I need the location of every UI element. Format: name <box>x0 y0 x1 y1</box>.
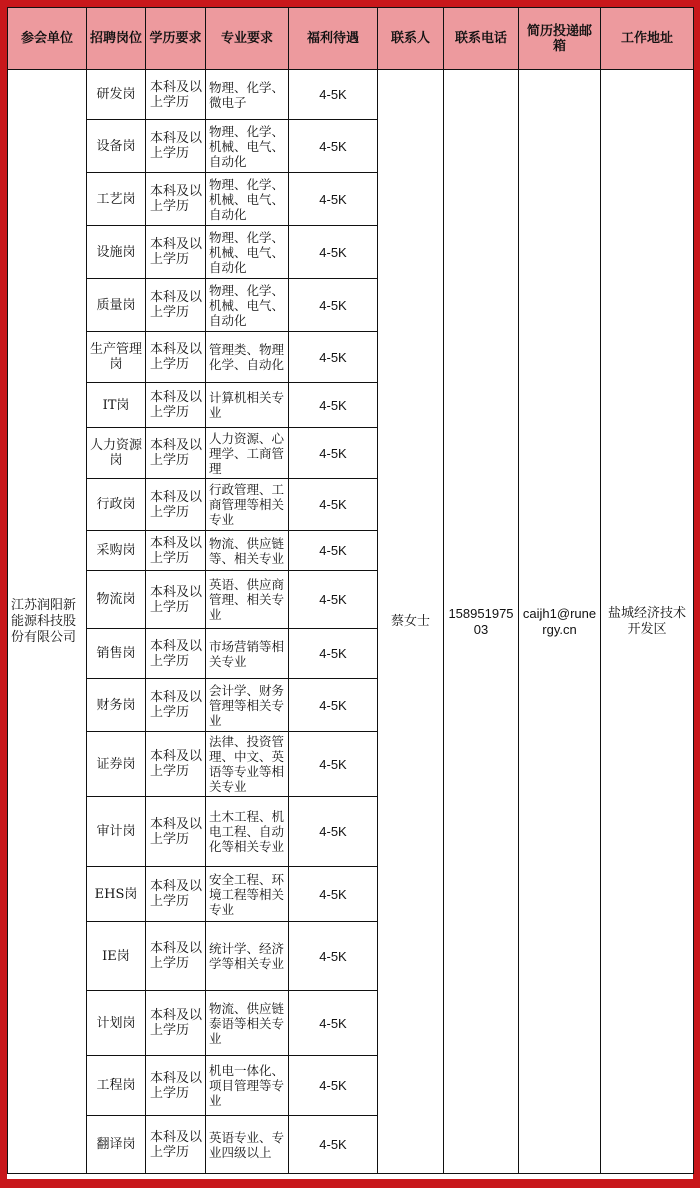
education-cell: 本科及以上学历 <box>146 679 206 732</box>
salary-cell: 4-5K <box>289 383 378 428</box>
salary-cell: 4-5K <box>289 867 378 922</box>
header-address: 工作地址 <box>601 8 694 70</box>
contact-phone: 15895197503 <box>444 70 519 1174</box>
education-cell: 本科及以上学历 <box>146 732 206 797</box>
education-cell: 本科及以上学历 <box>146 428 206 479</box>
major-cell: 物理、化学、微电子 <box>206 70 289 120</box>
education-cell: 本科及以上学历 <box>146 279 206 332</box>
education-cell: 本科及以上学历 <box>146 571 206 629</box>
position-cell: IT岗 <box>87 383 146 428</box>
position-cell: 研发岗 <box>87 70 146 120</box>
table-body <box>8 70 694 1174</box>
position-cell: 行政岗 <box>87 479 146 531</box>
position-cell: 审计岗 <box>87 797 146 867</box>
salary-cell: 4-5K <box>289 173 378 226</box>
resume-email: caijh1@runergy.cn <box>519 70 601 1174</box>
recruitment-table <box>7 7 694 1174</box>
major-cell: 安全工程、环境工程等相关专业 <box>206 867 289 922</box>
salary-cell: 4-5K <box>289 479 378 531</box>
education-cell: 本科及以上学历 <box>146 922 206 991</box>
position-cell: EHS岗 <box>87 867 146 922</box>
major-cell: 统计学、经济学等相关专业 <box>206 922 289 991</box>
salary-cell: 4-5K <box>289 428 378 479</box>
education-cell: 本科及以上学历 <box>146 479 206 531</box>
position-cell: 证券岗 <box>87 732 146 797</box>
position-cell: 翻译岗 <box>87 1116 146 1174</box>
salary-cell: 4-5K <box>289 679 378 732</box>
header-company: 参会单位 <box>8 8 87 70</box>
salary-cell: 4-5K <box>289 922 378 991</box>
major-cell: 土木工程、机电工程、自动化等相关专业 <box>206 797 289 867</box>
position-cell: 物流岗 <box>87 571 146 629</box>
header-major: 专业要求 <box>206 8 289 70</box>
major-cell: 物流、供应链等、相关专业 <box>206 531 289 571</box>
company-name: 江苏润阳新能源科技股份有限公司 <box>8 70 87 1174</box>
header-email: 简历投递邮箱 <box>519 8 601 70</box>
education-cell: 本科及以上学历 <box>146 531 206 571</box>
header-row <box>8 8 694 70</box>
salary-cell: 4-5K <box>289 226 378 279</box>
education-cell: 本科及以上学历 <box>146 120 206 173</box>
major-cell: 英语、供应商管理、相关专业 <box>206 571 289 629</box>
salary-cell: 4-5K <box>289 991 378 1056</box>
position-cell: 设备岗 <box>87 120 146 173</box>
position-cell: 计划岗 <box>87 991 146 1056</box>
salary-cell: 4-5K <box>289 279 378 332</box>
salary-cell: 4-5K <box>289 332 378 383</box>
header-position: 招聘岗位 <box>87 8 146 70</box>
major-cell: 行政管理、工商管理等相关专业 <box>206 479 289 531</box>
major-cell: 人力资源、心理学、工商管理 <box>206 428 289 479</box>
position-cell: 工程岗 <box>87 1056 146 1116</box>
education-cell: 本科及以上学历 <box>146 867 206 922</box>
position-cell: 工艺岗 <box>87 173 146 226</box>
recruitment-sheet <box>7 7 693 1179</box>
education-cell: 本科及以上学历 <box>146 629 206 679</box>
major-cell: 物理、化学、机械、电气、自动化 <box>206 226 289 279</box>
header-phone: 联系电话 <box>444 8 519 70</box>
position-cell: 采购岗 <box>87 531 146 571</box>
education-cell: 本科及以上学历 <box>146 991 206 1056</box>
position-cell: IE岗 <box>87 922 146 991</box>
header-salary: 福利待遇 <box>289 8 378 70</box>
major-cell: 法律、投资管理、中文、英语等专业等相关专业 <box>206 732 289 797</box>
major-cell: 物理、化学、机械、电气、自动化 <box>206 173 289 226</box>
position-cell: 设施岗 <box>87 226 146 279</box>
education-cell: 本科及以上学历 <box>146 173 206 226</box>
major-cell: 物理、化学、机械、电气、自动化 <box>206 279 289 332</box>
position-cell: 人力资源岗 <box>87 428 146 479</box>
major-cell: 物流、供应链泰语等相关专业 <box>206 991 289 1056</box>
contact-person: 蔡女士 <box>378 70 444 1174</box>
salary-cell: 4-5K <box>289 1116 378 1174</box>
salary-cell: 4-5K <box>289 70 378 120</box>
position-cell: 财务岗 <box>87 679 146 732</box>
major-cell: 英语专业、专业四级以上 <box>206 1116 289 1174</box>
major-cell: 管理类、物理化学、自动化 <box>206 332 289 383</box>
education-cell: 本科及以上学历 <box>146 332 206 383</box>
salary-cell: 4-5K <box>289 120 378 173</box>
education-cell: 本科及以上学历 <box>146 1056 206 1116</box>
position-cell: 生产管理岗 <box>87 332 146 383</box>
salary-cell: 4-5K <box>289 629 378 679</box>
major-cell: 市场营销等相关专业 <box>206 629 289 679</box>
salary-cell: 4-5K <box>289 1056 378 1116</box>
major-cell: 物理、化学、机械、电气、自动化 <box>206 120 289 173</box>
salary-cell: 4-5K <box>289 571 378 629</box>
education-cell: 本科及以上学历 <box>146 226 206 279</box>
education-cell: 本科及以上学历 <box>146 383 206 428</box>
header-contact: 联系人 <box>378 8 444 70</box>
education-cell: 本科及以上学历 <box>146 70 206 120</box>
major-cell: 机电一体化、项目管理等专业 <box>206 1056 289 1116</box>
major-cell: 会计学、财务管理等相关专业 <box>206 679 289 732</box>
education-cell: 本科及以上学历 <box>146 797 206 867</box>
major-cell: 计算机相关专业 <box>206 383 289 428</box>
salary-cell: 4-5K <box>289 797 378 867</box>
salary-cell: 4-5K <box>289 531 378 571</box>
education-cell: 本科及以上学历 <box>146 1116 206 1174</box>
work-address: 盐城经济技术开发区 <box>601 70 694 1174</box>
position-cell: 质量岗 <box>87 279 146 332</box>
salary-cell: 4-5K <box>289 732 378 797</box>
position-cell: 销售岗 <box>87 629 146 679</box>
table-row <box>8 70 694 120</box>
header-education: 学历要求 <box>146 8 206 70</box>
